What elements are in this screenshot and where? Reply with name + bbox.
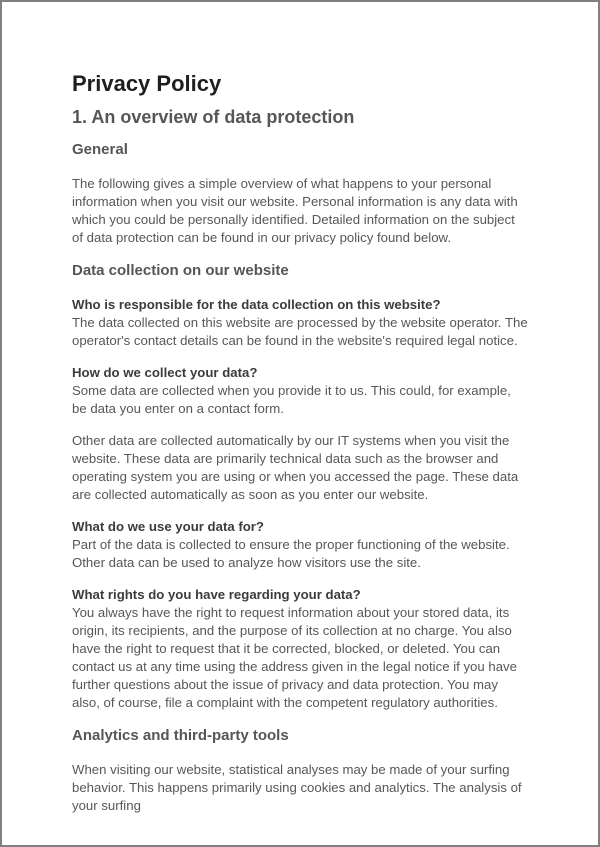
question-who-is-responsible: Who is responsible for the data collection on this website? (72, 297, 441, 312)
question-how-collect: How do we collect your data? (72, 365, 258, 380)
paragraph-general-overview: The following gives a simple overview of what happens to your personal information when you visit our website. Personal information is any data with which you could be personally identified. Detailed information on the subject of data protection can be found in our privacy policy found below. (72, 176, 518, 245)
answer-data-use: Part of the data is collected to ensure the proper functioning of the website. Other data can be used to analyze how visitors use the site. (72, 537, 510, 570)
qa-paragraph-who-is-responsible (72, 296, 528, 350)
answer-how-collect: Some data are collected when you provide it to us. This could, for example, be data you enter on a contact form. (72, 383, 511, 416)
subsection-heading-general: General (72, 141, 128, 158)
paragraph-analytics: When visiting our website, statistical analyses may be made of your surfing behavior. This happens primarily using cookies and analytics. The analysis of your surfing (72, 762, 522, 813)
qa-paragraph-how-collect (72, 364, 528, 418)
subsection-heading-data-collection: Data collection on our website (72, 262, 289, 279)
qa-paragraph-your-rights (72, 586, 528, 712)
question-data-use: What do we use your data for? (72, 519, 264, 534)
section-1-heading: 1. An overview of data protection (72, 107, 355, 127)
document-title: Privacy Policy (72, 71, 222, 96)
paragraph-other-data-collected: Other data are collected automatically by our IT systems when you visit the website. These data are primarily technical data such as the browser and operating system you are using or when you accessed the page. These data are collected automatically as soon as you enter our website. (72, 433, 519, 502)
answer-your-rights: You always have the right to request information about your stored data, its origin, its recipients, and the purpose of its collection at no charge. You also have the right to request that it be corrected, blocked, or deleted. You can contact us at any time using the address given in the legal notice if you have further questions about the issue of privacy and data protection. You may also, of course, file a complaint with the competent regulatory authorities. (72, 605, 517, 710)
qa-paragraph-data-use (72, 518, 528, 572)
question-your-rights: What rights do you have regarding your data? (72, 587, 361, 602)
answer-who-is-responsible: The data collected on this website are processed by the website operator. The operator's contact details can be found in the website's required legal notice. (72, 315, 528, 348)
subsection-heading-analytics: Analytics and third-party tools (72, 727, 289, 744)
